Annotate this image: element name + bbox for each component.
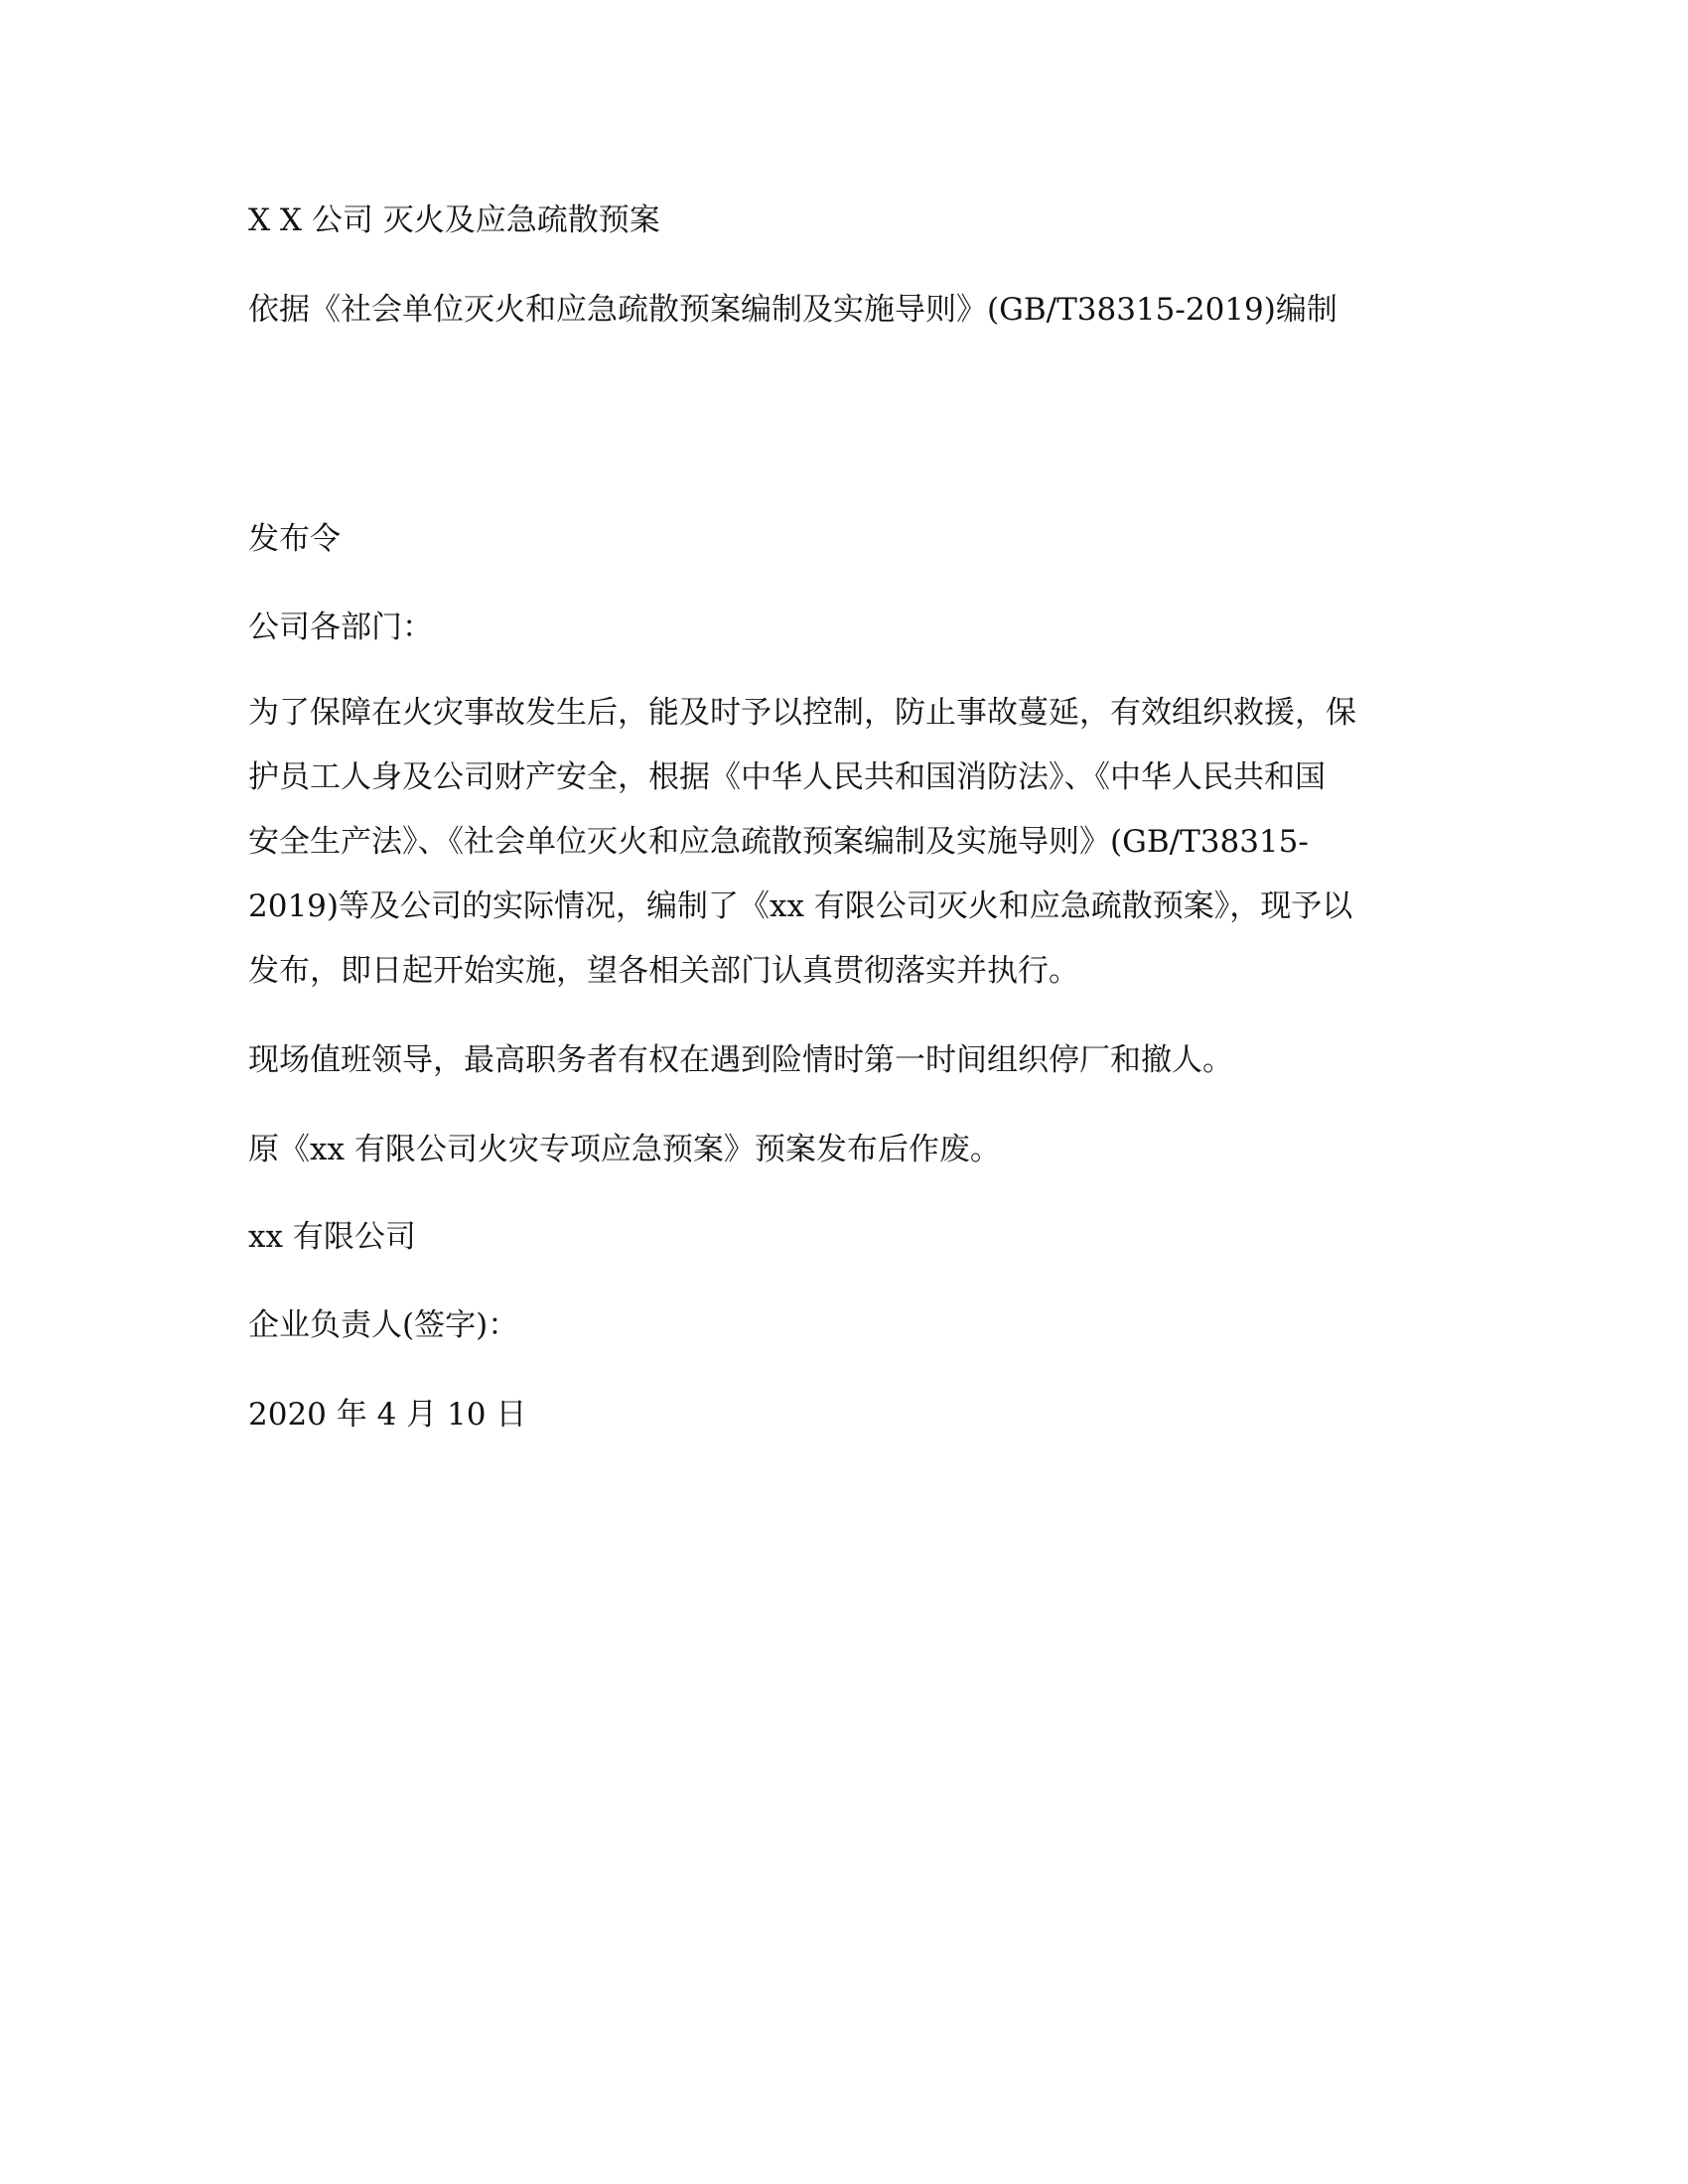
body-line: 发布，即日起开始实施，望各相关部门认真贯彻落实并执行。 <box>248 953 1079 989</box>
body-line: 为了保障在火灾事故发生后，能及时予以控制，防止事故蔓延，有效组织救援，保 <box>248 695 1356 731</box>
salutation: 公司各部门： <box>248 610 433 645</box>
document-subtitle: 依据《社会单位灭火和应急疏散预案编制及实施导则》(GB/T38315-2019)编制 <box>248 292 1337 328</box>
body-line: 护员工人身及公司财产安全，根据《中华人民共和国消防法》、《中华人民共和国 <box>248 759 1326 795</box>
release-order-heading: 发布令 <box>248 521 341 557</box>
body-line: 2019)等及公司的实际情况，编制了《xx 有限公司灭火和应急疏散预案》，现予以 <box>248 888 1353 924</box>
document-date: 2020 年 4 月 10 日 <box>248 1397 527 1433</box>
body-line: 安全生产法》、《社会单位灭火和应急疏散预案编制及实施导则》(GB/T38315- <box>248 824 1309 860</box>
company-name: xx 有限公司 <box>248 1219 416 1255</box>
document-title: X X 公司 灭火及应急疏散预案 <box>248 203 660 238</box>
body-paragraph <box>248 693 1445 1016</box>
obsolete-statement: 原《xx 有限公司火灾专项应急预案》预案发布后作废。 <box>248 1132 1001 1167</box>
signature-label: 企业负责人(签字)： <box>248 1307 519 1343</box>
duty-statement: 现场值班领导，最高职务者有权在遇到险情时第一时间组织停厂和撤人。 <box>248 1042 1233 1078</box>
